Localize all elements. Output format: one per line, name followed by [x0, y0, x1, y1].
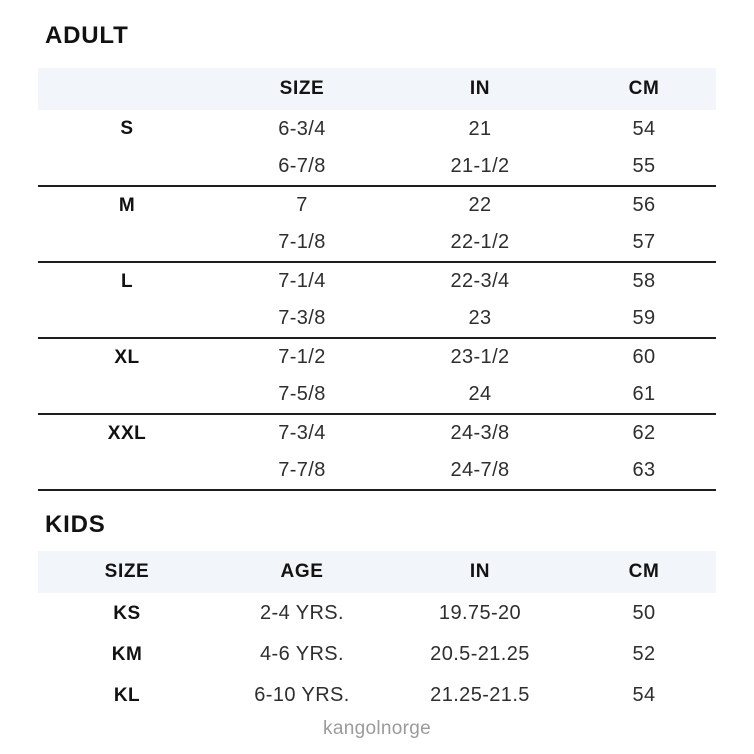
size-label: XL [114, 346, 140, 368]
cell-size: 6-7/8 [278, 155, 326, 177]
table-row [38, 376, 716, 414]
cell-in: 24-3/8 [450, 422, 510, 444]
cell-cm: 62 [632, 422, 656, 444]
cell-in: 23-1/2 [450, 346, 510, 368]
adult-header-blank [38, 68, 216, 110]
table-row [38, 224, 716, 262]
cell-size: 7-1/2 [278, 346, 326, 368]
cell-size: 7-1/8 [278, 231, 326, 253]
cell-in: 21.25-21.5 [430, 684, 530, 706]
cell-in: 22-3/4 [450, 270, 510, 292]
size-label-blank [38, 224, 216, 262]
adult-header-cm: CM [572, 68, 716, 110]
cell-cm: 63 [632, 459, 656, 481]
table-row [38, 338, 716, 376]
adult-header-row [38, 68, 716, 110]
adult-group-s [38, 110, 716, 186]
cell-age: 4-6 YRS. [260, 643, 344, 665]
cell-in: 19.75-20 [438, 602, 522, 624]
cell-in: 23 [468, 307, 492, 329]
size-label-blank [38, 148, 216, 186]
table-row [38, 148, 716, 186]
cell-in: 24-7/8 [450, 459, 510, 481]
cell-size: 6-3/4 [278, 117, 326, 140]
size-label-blank [38, 300, 216, 338]
kids-header-row [38, 551, 716, 593]
cell-size: 7-3/8 [278, 307, 326, 329]
kids-table-body [38, 593, 716, 716]
size-label: KL [113, 684, 141, 706]
cell-in: 24 [468, 383, 492, 405]
cell-age: 2-4 YRS. [260, 602, 344, 624]
table-row [38, 414, 716, 452]
table-row [38, 300, 716, 338]
size-label: L [120, 270, 134, 292]
kids-size-table [38, 551, 716, 716]
size-label: S [120, 118, 134, 139]
cell-in: 20.5-21.25 [430, 643, 530, 665]
table-row [38, 634, 716, 675]
adult-group-xxl [38, 414, 716, 490]
table-row [38, 262, 716, 300]
cell-cm: 57 [632, 231, 656, 253]
kids-section [38, 513, 716, 716]
cell-in: 22-1/2 [450, 231, 510, 253]
size-label: KM [111, 643, 143, 665]
kids-header-size: SIZE [38, 551, 216, 593]
cell-cm: 59 [632, 307, 656, 329]
cell-size: 7-5/8 [278, 383, 326, 405]
size-label-blank [38, 376, 216, 414]
footer-brand-text: kangolnorge [323, 718, 431, 739]
cell-cm: 58 [632, 270, 656, 292]
adult-header-size: SIZE [216, 68, 388, 110]
kids-header-cm: CM [572, 551, 716, 593]
table-row [38, 452, 716, 490]
adult-table-header [38, 68, 716, 110]
adult-group-xl [38, 338, 716, 414]
cell-size: 7 [296, 194, 308, 216]
kids-section-title: KIDS [45, 511, 106, 538]
cell-in: 21-1/2 [450, 155, 510, 177]
adult-section [38, 24, 716, 491]
size-label: XXL [107, 422, 147, 444]
cell-cm: 60 [632, 346, 656, 368]
cell-cm: 56 [632, 194, 656, 216]
kids-header-age: AGE [216, 551, 388, 593]
kids-header-in: IN [388, 551, 572, 593]
adult-group-m [38, 186, 716, 262]
cell-cm: 52 [632, 643, 656, 665]
adult-group-l [38, 262, 716, 338]
cell-cm: 55 [632, 155, 656, 177]
cell-age: 6-10 YRS. [254, 684, 350, 706]
cell-in: 21 [468, 117, 492, 140]
size-label: M [118, 194, 136, 216]
size-chart-page [38, 0, 716, 740]
cell-cm: 61 [632, 383, 656, 405]
adult-size-table [38, 68, 716, 491]
adult-section-title: ADULT [45, 22, 129, 49]
cell-cm: 50 [632, 602, 656, 624]
table-row [38, 675, 716, 716]
size-label: KS [113, 602, 141, 624]
cell-size: 7-7/8 [278, 459, 326, 481]
cell-size: 7-1/4 [278, 270, 326, 292]
table-row [38, 186, 716, 224]
cell-cm: 54 [632, 684, 656, 706]
table-row [38, 593, 716, 634]
adult-header-in: IN [388, 68, 572, 110]
size-label-blank [38, 452, 216, 490]
cell-in: 22 [468, 194, 492, 216]
kids-table-header [38, 551, 716, 593]
cell-cm: 54 [632, 117, 656, 140]
cell-size: 7-3/4 [278, 422, 326, 444]
table-row [38, 110, 716, 148]
